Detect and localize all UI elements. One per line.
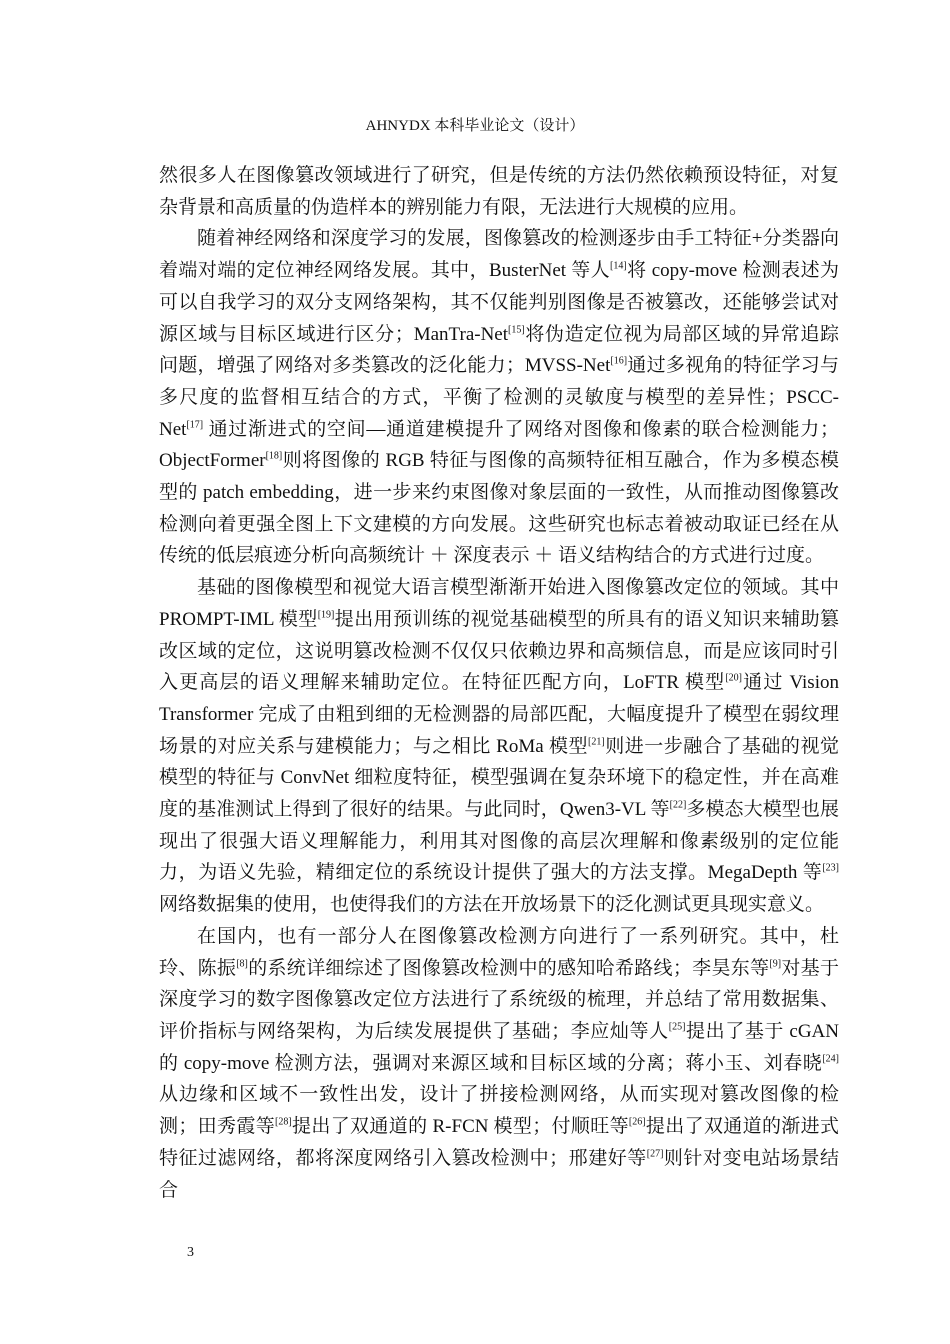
paragraph-text: 多模态大模型也展现出了很强大语义理解能力，利用其对图像的高层次理解和像素级别的定位能力，为语义先验，精细定位的系统设计提供了强大的方法支撑。MegaDepth 等 <box>159 799 839 884</box>
paragraph <box>159 160 839 223</box>
paragraph-text: 提出用预训练的视觉基础模型的所具有的语义知识来辅助篡改区域的定位，这说明篡改检测不仅仅只依赖边界和高频信息，而是应该同时引入更高层的语义理解来辅助定位。在特征匹配方向，LoFTR 模型 <box>159 608 839 694</box>
paragraph-text: 提出了双通道的 R-FCN 模型；付顺旺等 <box>291 1116 629 1138</box>
citation-ref: [17] <box>186 419 204 431</box>
paragraph-text: 网络数据集的使用，也使得我们的方法在开放场景下的泛化测试更具现实意义。 <box>159 894 825 916</box>
citation-ref: [25] <box>668 1021 686 1033</box>
citation-ref: [26] <box>628 1116 646 1128</box>
citation-ref: [22] <box>669 799 687 811</box>
paragraph-text: 通过多视角的特征学习与多尺度的监督相互结合的方式，平衡了检测的灵敏度与模型的差异性；PSCC-Net <box>159 355 839 440</box>
citation-ref: [8] <box>236 958 248 970</box>
paragraph-text: 则将图像的 RGB 特征与图像的高频特征相互融合，作为多模态模型的 patch embedding，进一步来约束图像对象层面的一致性，从而推动图像篡改检测向着更强全图上下文建模的方向发展。这些研究也标志着被动取证已经在从传统的低层痕迹分析向高频统计 ＋ 深度表示 ＋ 语义结构结合的方式进行过度。 <box>159 450 839 567</box>
paragraph-text: 的系统详细综述了图像篡改检测中的感知哈希路线；李昊东等 <box>247 957 770 979</box>
paragraph-text: 提出了基于 cGAN 的 copy-move 检测方法，强调对来源区域和目标区域的分离；蒋小玉、刘春晓 <box>159 1020 839 1074</box>
paragraph-text: 将 copy-move 检测表述为可以自我学习的双分支网络架构，其不仅能判别图像是否被篡改，还能够尝试对源区域与目标区域进行区分；ManTra-Net <box>159 260 839 345</box>
citation-ref: [27] <box>646 1148 664 1160</box>
paragraph-text: 通过渐进式的空间—通道建模提升了网络对图像和像素的联合检测能力；ObjectFormer <box>159 418 839 472</box>
paragraph <box>159 223 839 572</box>
citation-ref: [21] <box>588 736 605 748</box>
citation-ref: [23] <box>822 863 839 875</box>
paragraph <box>159 921 839 1206</box>
citation-ref: [19] <box>317 609 335 621</box>
body-text <box>159 160 839 1206</box>
paragraph <box>159 572 839 921</box>
citation-ref: [18] <box>265 451 283 462</box>
paragraph-text: 对基于深度学习的数字图像篡改定位方法进行了系统级的梳理，并总结了常用数据集、评价指标与网络架构，为后续发展提供了基础；李应灿等人 <box>159 957 839 1042</box>
citation-ref: [15] <box>508 324 525 336</box>
citation-ref: [20] <box>725 672 742 684</box>
paragraph-text: 将伪造定位视为局部区域的异常追踪问题，增强了网络对多类篡改的泛化能力；MVSS-Net <box>159 323 839 377</box>
page-number <box>187 1244 194 1262</box>
citation-ref: [9] <box>769 958 782 970</box>
paragraph-text: 从边缘和区域不一致性出发，设计了拼接检测网络，从而实现对篡改图像的检测；田秀霞等 <box>159 1084 839 1138</box>
citation-ref: [16] <box>610 355 628 367</box>
citation-ref: [14] <box>610 260 627 272</box>
paragraph-text: 基础的图像模型和视觉大语言模型渐渐开始进入图像篡改定位的领域。其中 PROMPT-IML 模型 <box>159 577 839 630</box>
paragraph-text: 随着神经网络和深度学习的发展，图像篡改的检测逐步由手工特征+分类器向着端对端的定位神经网络发展。其中，BusterNet 等人 <box>159 228 839 282</box>
running-header <box>0 116 950 136</box>
paragraph-text: 在国内，也有一部分人在图像篡改检测方向进行了一系列研究。其中，杜玲、陈振 <box>159 925 839 979</box>
paragraph-text: 然很多人在图像篡改领域进行了研究，但是传统的方法仍然依赖预设特征，对复杂背景和高质量的伪造样本的辨别能力有限，无法进行大规模的应用。 <box>159 165 839 218</box>
citation-ref: [24] <box>822 1053 839 1065</box>
paragraph-text: 则针对变电站场景结合 <box>159 1147 839 1201</box>
running-header-title: AHNYDX 本科毕业论文（设计） <box>365 118 585 134</box>
paragraph-text: 提出了双通道的渐进式特征过滤网络，都将深度网络引入篡改检测中；邢建好等 <box>159 1116 839 1169</box>
citation-ref: [28] <box>275 1116 292 1128</box>
paragraph-text: 则进一步融合了基础的视觉模型的特征与 ConvNet 细粒度特征，模型强调在复杂环境下的稳定性，并在高难度的基准测试上得到了很好的结果。与此同时，Qwen3-VL 等 <box>159 735 839 821</box>
page-number-label: 3 <box>187 1245 194 1260</box>
paragraph-text: 通过 Vision Transformer 完成了由粗到细的无检测器的局部匹配，大幅度提升了模型在弱纹理场景的对应关系与建模能力；与之相比 RoMa 模型 <box>159 672 839 757</box>
